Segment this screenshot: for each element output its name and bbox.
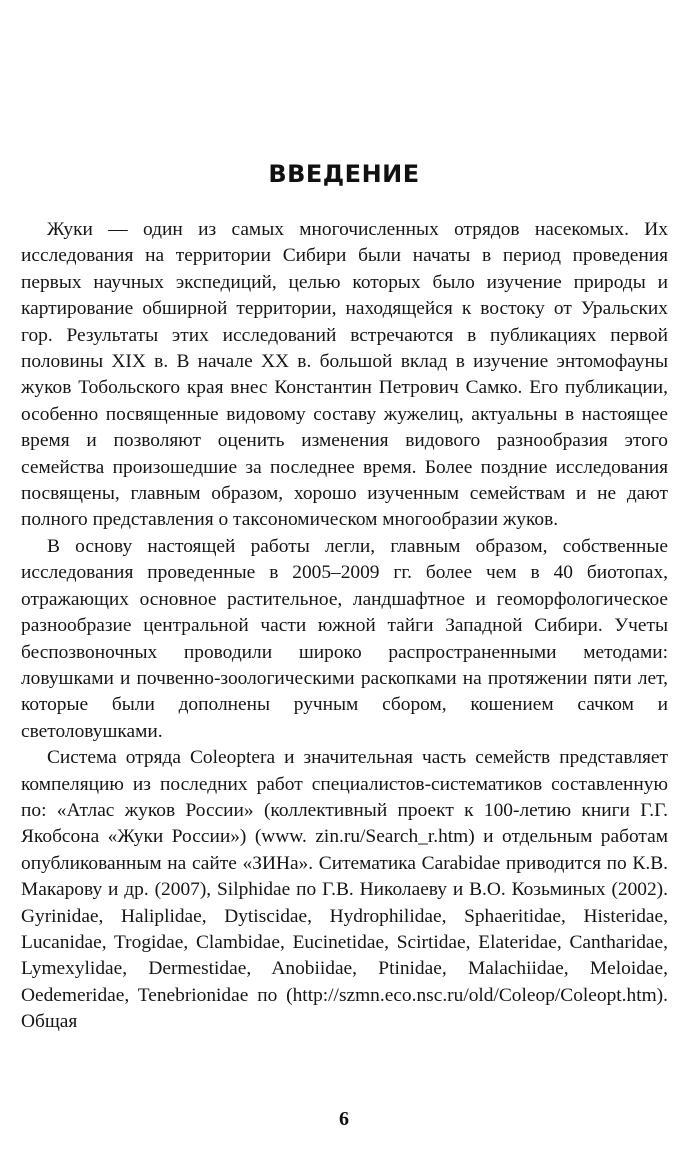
- paragraph: Жуки — один из самых многочисленных отрядов насекомых. Их исследования на территории Сибири были начаты в период проведения первых научных экспедиций, целью которых было изучение природы и картирование обширной территории, находящейся к востоку от Уральских гор. Результаты этих исследований встречаются в публикациях первой половины XIX в. В начале XX в. большой вклад в изучение энтомофауны жуков Тобольского края внес Константин Петрович Самко. Его публикации, особенно посвященные видовому составу жужелиц, актуальны в настоящее время и позволяют оценить изменения видового разнообразия этого семейства произошедшие за последнее время. Более поздние исследования посвящены, главным образом, хорошо изученным семействам и не дают полного представления о таксономическом многообразии жуков.: [21, 219, 668, 531]
- body-text: [21, 217, 668, 1036]
- paragraph: Система отряда Coleoptera и значительная часть семейств представляет компеляцию из последних работ специалистов-систематиков составленную по: «Атлас жуков России» (коллективный проект к 100-летию книги Г.Г. Якобсона «Жуки России») (www. zin.ru/Search_r.htm) и отдельным работам опубликованным на сайте «ЗИНа». Ситематика Carabidae приводится по К.В. Макарову и др. (2007), Silphidae по Г.В. Николаеву и В.О. Козьминых (2002). Gyrinidae, Haliplidae, Dytiscidae, Hydrophilidae, Sphaeritidae, Histeridae, Lucanidae, Trogidae, Clambidae, Eucinetidae, Scirtidae, Elateridae, Cantharidae, Lymexylidae, Dermestidae, Anobiidae, Ptinidae, Malachiidae, Meloidae, Oedemeridae, Tenebrionidae по (http://szmn.eco.nsc.ru/old/Coleop/Coleopt.htm). Общая: [21, 747, 668, 1033]
- page-number: 6: [339, 1108, 349, 1130]
- paragraph: В основу настоящей работы легли, главным образом, собственные исследования проведенные в 2005–2009 гг. более чем в 40 биотопах, отражающих основное растительное, ландшафтное и геоморфологическое разнообразие центральной части южной тайги Западной Сибири. Учеты беспозвоночных проводили широко распространенными методами: ловушками и почвенно-зоологическими раскопками на протяжении пяти лет, которые были дополнены ручным сбором, кошением сачком и светоловушками.: [21, 535, 668, 742]
- chapter-heading: ВВЕДЕНИЕ: [268, 160, 420, 188]
